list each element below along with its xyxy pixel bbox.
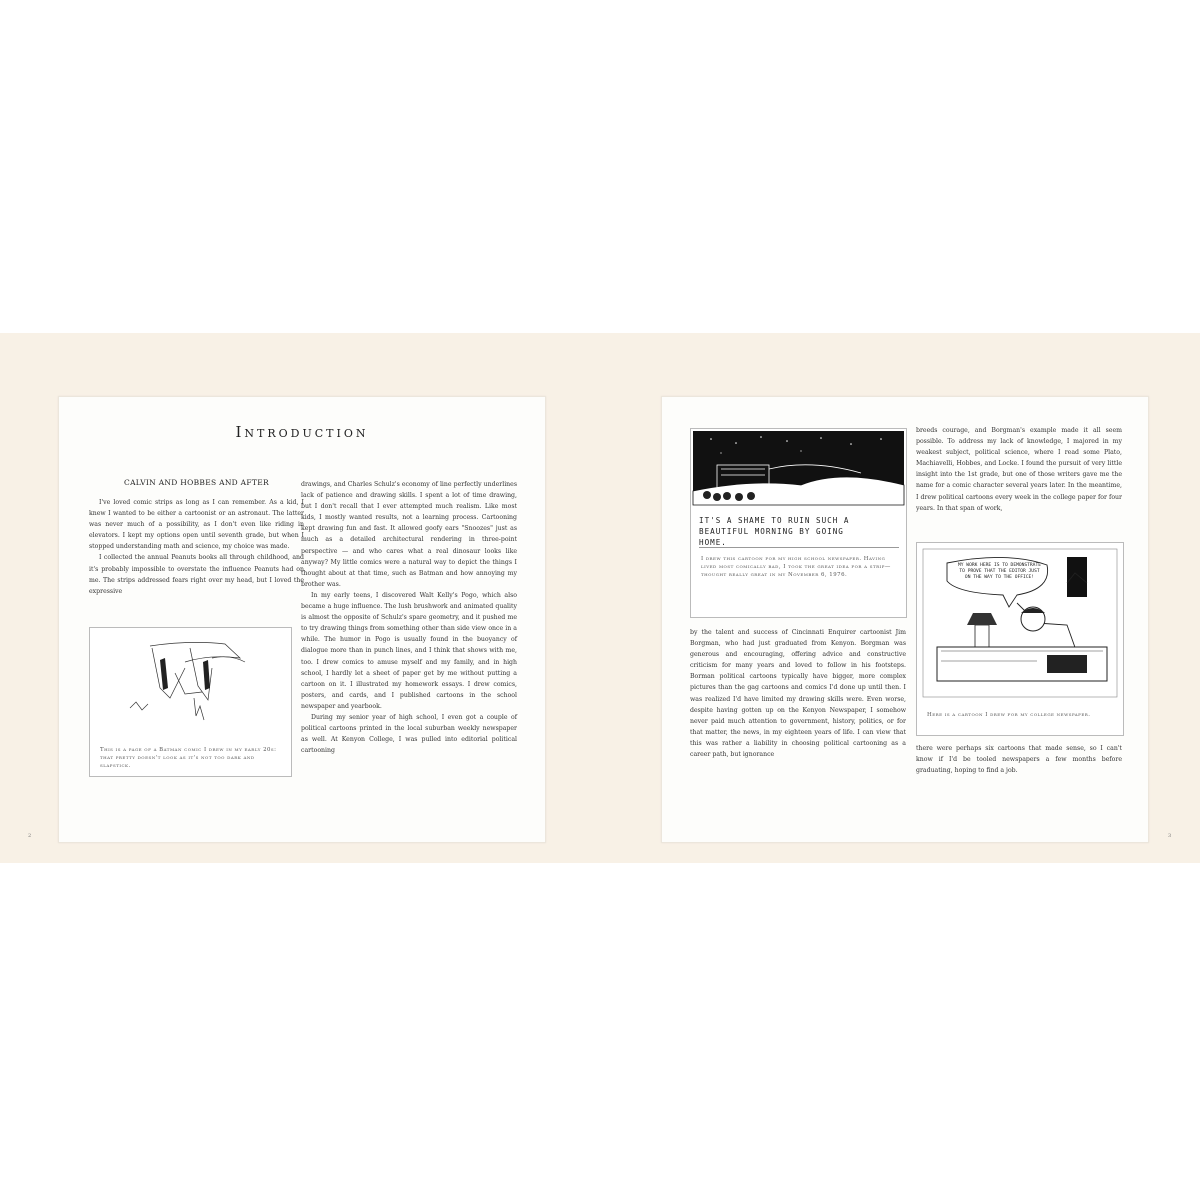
cartoon-caption: Here is a cartoon I drew for my college newspaper. <box>927 712 1091 718</box>
right-column-2a <box>916 425 1122 514</box>
cartoon-caption: I drew this cartoon for my high school newspaper. Having lived most comically bad, I took the great idea for a strip—thought really great in my November 6, 1976. <box>701 556 891 578</box>
page-number-left: 2 <box>28 833 32 839</box>
paragraph: breeds courage, and Borgman's example made it all seem possible. To address my lack of knowledge, I majored in my weakest subject, political science, where I read some Plato, Machiavelli, Hobbes, and Locke. I found the pursuit of very little insight into the 1st grade, but one of those writers gave me the name for a comic character several years later. In the meantime, I drew political cartoons every week in the college paper for four years. In that span of work, <box>916 427 1122 512</box>
college-cartoon-figure <box>916 542 1124 736</box>
batman-sketch-illustration <box>90 628 291 738</box>
left-page <box>58 396 546 843</box>
right-page <box>661 396 1149 843</box>
right-column-1 <box>690 627 906 760</box>
book-spread <box>0 333 1200 863</box>
left-column-1 <box>89 497 304 597</box>
right-column-2b <box>916 743 1122 776</box>
paragraph: I collected the annual Peanuts books all through childhood, and it's probably impossible to overstate the influence Peanuts had on me. The strips addressed fears right over my head, but I loved the expressive <box>89 554 304 595</box>
cartoon-dialogue: IT'S A SHAME TO RUIN SUCH A BEAUTIFUL MORNING BY GOING HOME. <box>699 516 850 547</box>
page-title: Introduction <box>235 423 369 441</box>
paragraph: by the talent and success of Cincinnati Enquirer cartoonist Jim Borgman, who had just graduated from Kenyon. Borgman was generous and encouraging, offering advice and constructive criticism for many years and loved to follow in his footsteps. Borman political cartoons typically have bigger, more complex pictures than the gag cartoons and comics I'd done up until then. I was realized I'd have limited my drawing skills were. Even worse, despite having gotten up on the Kenyon Newspaper, I somehow never paid much attention to government, history, politics, or for that matter, the news, in my eighteen years of life. I can view that this was rather a liability in choosing political cartooning as a career path, but ignorance <box>690 629 906 759</box>
section-heading: CALVIN AND HOBBES AND AFTER <box>124 478 269 487</box>
paragraph: there were perhaps six cartoons that made sense, so I can't know if I'd be tooled newspapers a few months before graduating, hoping to find a job. <box>916 745 1122 775</box>
morning-cartoon-figure <box>690 428 907 618</box>
paragraph: I've loved comic strips as long as I can remember. As a kid, I knew I wanted to be either a cartoonist or an astronaut. The latter was never much of a possibility, as I don't even like riding in elevators. I kept my options open until seventh grade, but when I stopped understanding math and science, my choice was made. <box>89 499 304 551</box>
speech-bubble-text: MY WORK HERE IS TO DEMONSTRATE TO PROVE THAT THE EDITOR JUST ON THE WAY TO THE OFFICE! <box>958 563 1041 580</box>
divider <box>699 547 899 548</box>
left-column-2 <box>301 479 517 756</box>
night-landscape-illustration <box>691 429 906 509</box>
paragraph: drawings, and Charles Schulz's economy of line perfectly underlines lack of patience and drawing skills. I spent a lot of time drawing, but I don't recall that I ever attempted much realism. Like most kids, I mostly wanted results, not a learning process. Cartooning kept drawing fun and fast. It allowed goofy ears "Snoozes" just as much as a detailed architectural rendering in three-point perspective — and who cares what a real dinosaur looks like anyway? My little comics were a natural way to depict the things I thought about at that time, such as Batman and how annoying my brother was. <box>301 481 517 588</box>
figure-caption: This is a page of a Batman comic I drew in my early 20s: that pretty doesn't look as it's not too dark and slapstick. <box>100 747 277 769</box>
batman-sketch-figure <box>89 627 292 777</box>
page-number-right: 3 <box>1168 833 1172 839</box>
paragraph: In my early teens, I discovered Walt Kelly's Pogo, which also became a huge influence. The lush brushwork and animated quality is almost the opposite of Schulz's spare geometry, and it pushed me to try drawing things from something other than side view once in a while. The humor in Pogo is usually found in the buoyancy of dialogue more than in punch lines, and I think that shows with me, too. I drew comics to amuse myself and my family, and in high school, I hardly let a sheet of paper get by me without putting a cartoon on it. I illustrated my homework essays. I drew comics, posters, and cards, and I published cartoons in the school newspaper and yearbook. <box>301 591 517 710</box>
paragraph: During my senior year of high school, I even got a couple of political cartoons printed in the local suburban weekly newspaper as well. At Kenyon College, I was pulled into editorial political cartooning <box>301 713 517 755</box>
